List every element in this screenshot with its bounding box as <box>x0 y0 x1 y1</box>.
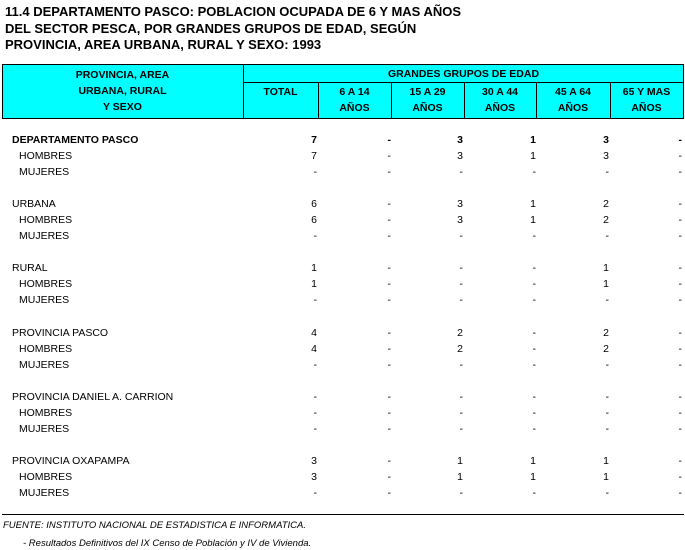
table-header <box>2 64 684 119</box>
row-value: - <box>387 214 391 226</box>
row-label: HOMBRES <box>19 407 73 419</box>
row-value: - <box>459 359 463 371</box>
row-value: 1 <box>457 455 463 467</box>
row-value: - <box>605 423 609 435</box>
row-value: 1 <box>530 455 536 467</box>
row-value: - <box>532 391 536 403</box>
row-value: 4 <box>311 343 317 355</box>
row-value: 6 <box>311 198 317 210</box>
row-value: 2 <box>457 343 463 355</box>
row-value: - <box>387 423 391 435</box>
row-value: - <box>678 134 682 146</box>
row-value: - <box>532 166 536 178</box>
row-value: - <box>459 407 463 419</box>
row-label: RURAL <box>12 262 48 274</box>
table-row <box>0 389 685 405</box>
row-value: 1 <box>603 471 609 483</box>
row-value: - <box>387 327 391 339</box>
title-line-3: PROVINCIA, AREA URBANA, RURAL Y SEXO: 1993 <box>5 37 322 52</box>
row-value: 2 <box>457 327 463 339</box>
row-value: 1 <box>530 198 536 210</box>
row-value: - <box>459 487 463 499</box>
row-label: MUJERES <box>19 423 70 435</box>
row-value: - <box>387 391 391 403</box>
row-value: - <box>459 278 463 290</box>
row-value: - <box>678 423 682 435</box>
row-value: - <box>678 359 682 371</box>
row-value: - <box>459 230 463 242</box>
table-row <box>0 276 685 292</box>
row-value: - <box>605 487 609 499</box>
row-value: - <box>313 487 317 499</box>
row-value: - <box>387 134 391 146</box>
row-value: - <box>459 423 463 435</box>
col-header-65-mas-line-1: 65 Y MAS <box>622 86 671 98</box>
row-value: - <box>387 455 391 467</box>
group-header: GRANDES GRUPOS DE EDAD <box>387 68 540 80</box>
row-value: - <box>605 407 609 419</box>
col-header-6-14-line-2: AÑOS <box>339 102 370 114</box>
row-value: - <box>678 343 682 355</box>
row-label: URBANA <box>12 198 56 210</box>
row-label: MUJERES <box>19 294 70 306</box>
row-value: - <box>678 214 682 226</box>
row-value: 7 <box>311 134 317 146</box>
title-line-2: DEL SECTOR PESCA, POR GRANDES GRUPOS DE EDAD, SEGÚN <box>5 20 417 36</box>
row-value: 1 <box>603 278 609 290</box>
table-row <box>0 325 685 341</box>
row-value: 3 <box>457 134 463 146</box>
table-row <box>0 469 685 485</box>
row-label: PROVINCIA DANIEL A. CARRION <box>12 391 174 403</box>
row-value: 3 <box>311 455 317 467</box>
row-value: 1 <box>603 262 609 274</box>
row-value: - <box>678 230 682 242</box>
table-bottom-rule <box>2 514 684 515</box>
title-line-1: 11.4 DEPARTAMENTO PASCO: POBLACION OCUPADA DE 6 Y MAS AÑOS <box>5 4 462 19</box>
row-value: - <box>387 471 391 483</box>
row-label: PROVINCIA OXAPAMPA <box>12 455 130 467</box>
row-value: - <box>313 423 317 435</box>
col-header-45-64-line-1: 45 A 64 <box>555 86 591 98</box>
row-value: - <box>387 230 391 242</box>
row-value: - <box>313 294 317 306</box>
row-value: - <box>313 359 317 371</box>
row-value: - <box>532 278 536 290</box>
row-value: - <box>678 391 682 403</box>
stub-header-line-3: Y SEXO <box>103 101 142 113</box>
row-value: - <box>532 230 536 242</box>
table-row <box>0 132 685 148</box>
row-value: - <box>678 262 682 274</box>
table-row <box>0 212 685 228</box>
row-value: 3 <box>311 471 317 483</box>
row-value: - <box>605 230 609 242</box>
row-value: - <box>387 343 391 355</box>
row-value: - <box>532 327 536 339</box>
row-value: 3 <box>603 150 609 162</box>
row-value: - <box>532 262 536 274</box>
row-value: 2 <box>603 198 609 210</box>
table-row <box>0 164 685 180</box>
row-value: - <box>387 278 391 290</box>
row-value: - <box>387 359 391 371</box>
row-value: - <box>313 407 317 419</box>
row-value: - <box>678 407 682 419</box>
row-value: - <box>605 166 609 178</box>
row-value: - <box>532 294 536 306</box>
row-value: - <box>678 471 682 483</box>
row-value: - <box>313 230 317 242</box>
row-value: - <box>387 198 391 210</box>
row-value: - <box>678 294 682 306</box>
row-value: 1 <box>603 455 609 467</box>
row-value: 3 <box>457 214 463 226</box>
row-value: - <box>605 359 609 371</box>
table-row <box>0 341 685 357</box>
page-title <box>5 4 461 54</box>
row-value: - <box>678 150 682 162</box>
row-value: 4 <box>311 327 317 339</box>
total-header: TOTAL <box>263 86 298 98</box>
row-value: - <box>605 294 609 306</box>
row-value: - <box>678 455 682 467</box>
row-value: 3 <box>603 134 609 146</box>
table-row <box>0 405 685 421</box>
table-row <box>0 260 685 276</box>
col-header-65-mas-line-2: AÑOS <box>631 102 662 114</box>
footer-source: FUENTE: INSTITUTO NACIONAL DE ESTADISTICA E INFORMATICA. <box>3 520 306 531</box>
row-value: 2 <box>603 214 609 226</box>
row-value: - <box>532 487 536 499</box>
row-value: - <box>678 487 682 499</box>
row-value: 1 <box>311 262 317 274</box>
row-label: HOMBRES <box>19 150 73 162</box>
row-label: HOMBRES <box>19 471 73 483</box>
col-header-30-44-line-1: 30 A 44 <box>482 86 518 98</box>
row-value: 1 <box>530 150 536 162</box>
row-label: MUJERES <box>19 166 70 178</box>
col-header-45-64-line-2: AÑOS <box>557 102 589 114</box>
row-value: - <box>532 359 536 371</box>
row-value: 6 <box>311 214 317 226</box>
row-label: HOMBRES <box>19 278 73 290</box>
row-value: 2 <box>603 343 609 355</box>
row-value: - <box>387 294 391 306</box>
table-row <box>0 196 685 212</box>
table-row <box>0 453 685 469</box>
table-row <box>0 292 685 308</box>
row-value: - <box>678 278 682 290</box>
row-value: - <box>678 327 682 339</box>
row-value: - <box>387 150 391 162</box>
row-value: 1 <box>530 471 536 483</box>
row-value: - <box>532 343 536 355</box>
table-row <box>0 421 685 437</box>
row-value: - <box>313 391 317 403</box>
row-value: - <box>459 166 463 178</box>
row-value: 3 <box>457 150 463 162</box>
row-value: - <box>459 294 463 306</box>
row-value: 2 <box>603 327 609 339</box>
row-value: - <box>313 166 317 178</box>
row-value: - <box>387 166 391 178</box>
row-value: - <box>678 198 682 210</box>
row-label: HOMBRES <box>19 214 73 226</box>
stub-header-line-2: URBANA, RURAL <box>78 85 167 97</box>
row-value: - <box>678 166 682 178</box>
row-value: - <box>387 407 391 419</box>
row-value: 3 <box>457 198 463 210</box>
col-header-30-44-line-2: AÑOS <box>484 102 516 114</box>
row-value: 1 <box>530 134 536 146</box>
table-row <box>0 357 685 373</box>
table-row <box>0 228 685 244</box>
row-value: - <box>532 407 536 419</box>
row-value: 1 <box>311 278 317 290</box>
row-value: - <box>532 423 536 435</box>
row-label: MUJERES <box>19 359 70 371</box>
row-value: - <box>387 262 391 274</box>
row-value: - <box>387 487 391 499</box>
row-label: MUJERES <box>19 230 70 242</box>
col-header-6-14-line-1: 6 A 14 <box>339 86 370 98</box>
row-label: PROVINCIA PASCO <box>12 327 109 339</box>
col-header-15-29-line-1: 15 A 29 <box>409 86 446 98</box>
row-label: HOMBRES <box>19 343 73 355</box>
table-row <box>0 485 685 501</box>
footer-note: - Resultados Definitivos del IX Censo de Población y IV de Vivienda. <box>23 538 312 549</box>
row-value: 1 <box>530 214 536 226</box>
row-value: - <box>459 262 463 274</box>
col-header-15-29-line-2: AÑOS <box>412 102 443 114</box>
table-row <box>0 148 685 164</box>
row-label: DEPARTAMENTO PASCO <box>12 134 139 146</box>
row-value: - <box>605 391 609 403</box>
row-label: MUJERES <box>19 487 70 499</box>
row-value: - <box>459 391 463 403</box>
row-value: 7 <box>311 150 317 162</box>
row-value: 1 <box>457 471 463 483</box>
stub-header-line-1: PROVINCIA, AREA <box>75 69 170 81</box>
